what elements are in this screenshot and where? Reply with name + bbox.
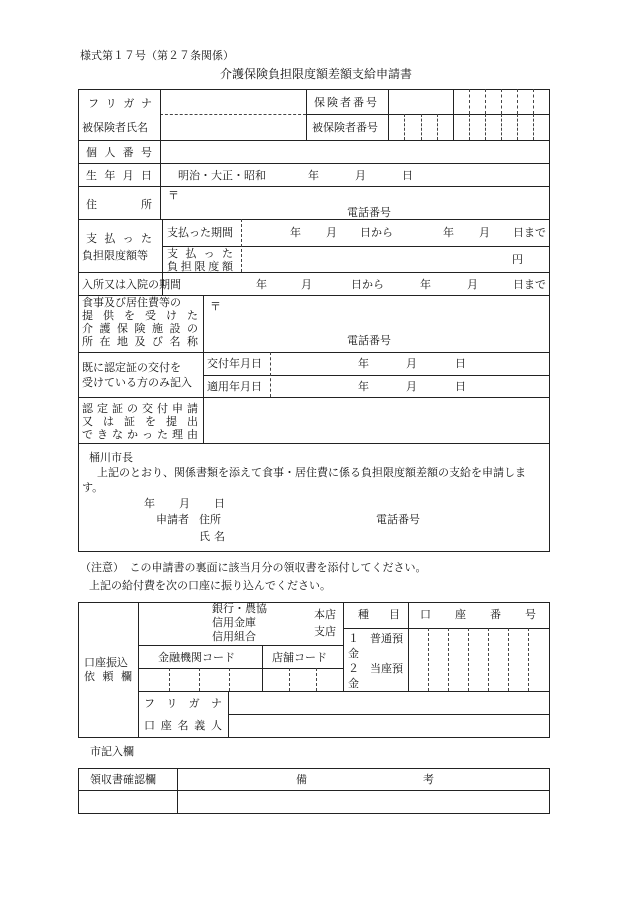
birth-day-unit: 日 (402, 169, 413, 182)
applicant-name-label: 氏名 (199, 530, 229, 543)
remarks-label: 備 考 (296, 773, 434, 786)
insured-name-field[interactable] (161, 115, 305, 139)
birth-era-options[interactable]: 明治・大正・昭和 (178, 169, 266, 182)
account-type-ordinary[interactable]: １ 普通預金 (348, 632, 403, 660)
paid-limit-label-line1: 支 払 っ た (86, 232, 152, 245)
account-type-current[interactable]: ２ 当座預金 (348, 662, 403, 690)
branch-code-label: 店舗コード (272, 651, 327, 664)
account-holder-label: 口 座 名 義 人 (144, 719, 222, 732)
paid-amount-yen: 円 (512, 253, 523, 266)
facility-label-line4: 所 在 地 及 び 名 称 (82, 335, 198, 348)
reason-field[interactable] (205, 399, 548, 441)
insurer-number-field[interactable] (389, 90, 549, 113)
applicant-label: 申請者 (156, 513, 189, 526)
paid-to-month: 月 (479, 226, 490, 239)
account-furigana-label: フ リ ガ ナ (144, 697, 222, 710)
paid-limit-label-line2: 負担限度額等 (82, 249, 148, 262)
address-field[interactable] (180, 188, 548, 218)
bank-type-kumiai[interactable]: 信用組合 (212, 630, 256, 643)
admission-to-day: 日まで (513, 278, 546, 291)
paid-amount-label-line1: 支 払 っ た (167, 247, 233, 260)
reason-label-line1: 認 定 証 の 交 付 申 請 (82, 402, 198, 415)
declaration-year-unit: 年 (144, 497, 155, 510)
admission-from-year: 年 (256, 278, 267, 291)
paid-amount-label-line2: 負 担 限 度 額 (167, 260, 233, 273)
paid-amount-field[interactable] (243, 248, 508, 270)
facility-postal-mark: 〒 (210, 300, 221, 313)
apply-day-unit: 日 (455, 380, 466, 393)
insured-number-field[interactable] (389, 115, 549, 139)
admission-to-year: 年 (420, 278, 431, 291)
reason-label-line2: 又 は 証 を 提 出 (82, 415, 198, 428)
issue-day-unit: 日 (455, 357, 466, 370)
facility-label-line3: 介 護 保 険 施 設 の (82, 322, 198, 335)
cert-label-line1: 既に認定証の交付を (82, 361, 181, 374)
paid-from-day: 日から (360, 226, 393, 239)
account-holder-field[interactable] (230, 716, 548, 736)
address-phone-label: 電話番号 (347, 206, 391, 219)
birth-year-unit: 年 (308, 169, 319, 182)
applicant-address-label: 住所 (199, 513, 221, 526)
applicant-address-field[interactable] (228, 510, 368, 528)
account-furigana-field[interactable] (230, 693, 548, 713)
personal-number-field[interactable] (161, 141, 549, 162)
receipt-check-field[interactable] (80, 792, 176, 812)
addressee: 桶川市長 (89, 451, 133, 464)
paid-from-month: 月 (326, 226, 337, 239)
apply-date-label: 適用年月日 (207, 380, 262, 393)
facility-phone-label: 電話番号 (347, 334, 391, 347)
issue-year-unit: 年 (358, 357, 369, 370)
birth-date-label: 生 年 月 日 (86, 169, 152, 182)
page-title: 介護保険負担限度額差額支給申請書 (220, 67, 413, 81)
city-section-label: 市記入欄 (90, 745, 134, 758)
bank-section-label-line1: 口座振込 (84, 656, 128, 669)
reason-label-line3: で き な か っ た 理 由 (82, 428, 198, 441)
bank-type-shinkin[interactable]: 信用金庫 (212, 616, 256, 629)
address-label: 住 所 (86, 198, 152, 211)
insured-name-label: 被保険者氏名 (82, 121, 148, 134)
declaration-day-unit: 日 (214, 497, 225, 510)
declaration-month-unit: 月 (179, 497, 190, 510)
account-number-label: 口 座 番 号 (420, 608, 536, 621)
address-postal-mark: 〒 (168, 189, 179, 202)
birth-month-unit: 月 (355, 169, 366, 182)
furigana-label: フ リ ガ ナ (88, 97, 152, 110)
branch-name-field[interactable] (250, 604, 310, 643)
apply-year-unit: 年 (358, 380, 369, 393)
facility-label-line1: 食事及び居住費等の (82, 296, 181, 309)
apply-month-unit: 月 (406, 380, 417, 393)
institution-code-label: 金融機関コード (158, 651, 235, 664)
paid-period-label: 支払った期間 (167, 226, 233, 239)
transfer-note: 上記の給付費を次の口座に振り込んでください。 (89, 579, 331, 592)
insured-number-label: 被保険者番号 (312, 121, 378, 134)
receipt-check-label: 領収書確認欄 (90, 773, 156, 786)
applicant-phone-label: 電話番号 (376, 513, 420, 526)
applicant-name-field[interactable] (228, 528, 528, 546)
facility-field[interactable] (222, 298, 548, 350)
admission-period-label: 入所又は入院の期間 (82, 278, 181, 291)
issue-month-unit: 月 (406, 357, 417, 370)
issue-date-label: 交付年月日 (207, 357, 262, 370)
furigana-field[interactable] (161, 90, 305, 113)
admission-from-day: 日から (351, 278, 384, 291)
paid-to-year: 年 (443, 226, 454, 239)
remarks-field[interactable] (179, 792, 548, 812)
personal-number-label: 個 人 番 号 (86, 146, 152, 159)
account-type-label: 種 目 (358, 608, 400, 621)
cert-label-line2: 受けている方のみ記入 (82, 376, 192, 389)
admission-from-month: 月 (301, 278, 312, 291)
paid-to-day: 日まで (513, 226, 546, 239)
bank-name-field[interactable] (140, 604, 208, 643)
branch-type-main[interactable]: 本店 (314, 608, 336, 621)
paid-from-year: 年 (290, 226, 301, 239)
bank-type-bank[interactable]: 銀行・農協 (212, 602, 267, 615)
facility-label-line2: 提 供 を 受 け た (82, 309, 198, 322)
insurer-number-label: 保険者番号 (314, 96, 379, 109)
admission-to-month: 月 (467, 278, 478, 291)
branch-type-branch[interactable]: 支店 (314, 625, 336, 638)
caution-note: （注意） この申請書の裏面に該当月分の領収書を添付してください。 (80, 561, 427, 574)
form-number: 様式第１７号（第２７条関係） (80, 49, 234, 62)
bank-section-label-line2: 依 頼 欄 (84, 670, 132, 683)
declaration-body: 上記のとおり、関係書類を添えて食事・居住費に係る負担限度額差額の支給を申請します。 (82, 466, 526, 494)
